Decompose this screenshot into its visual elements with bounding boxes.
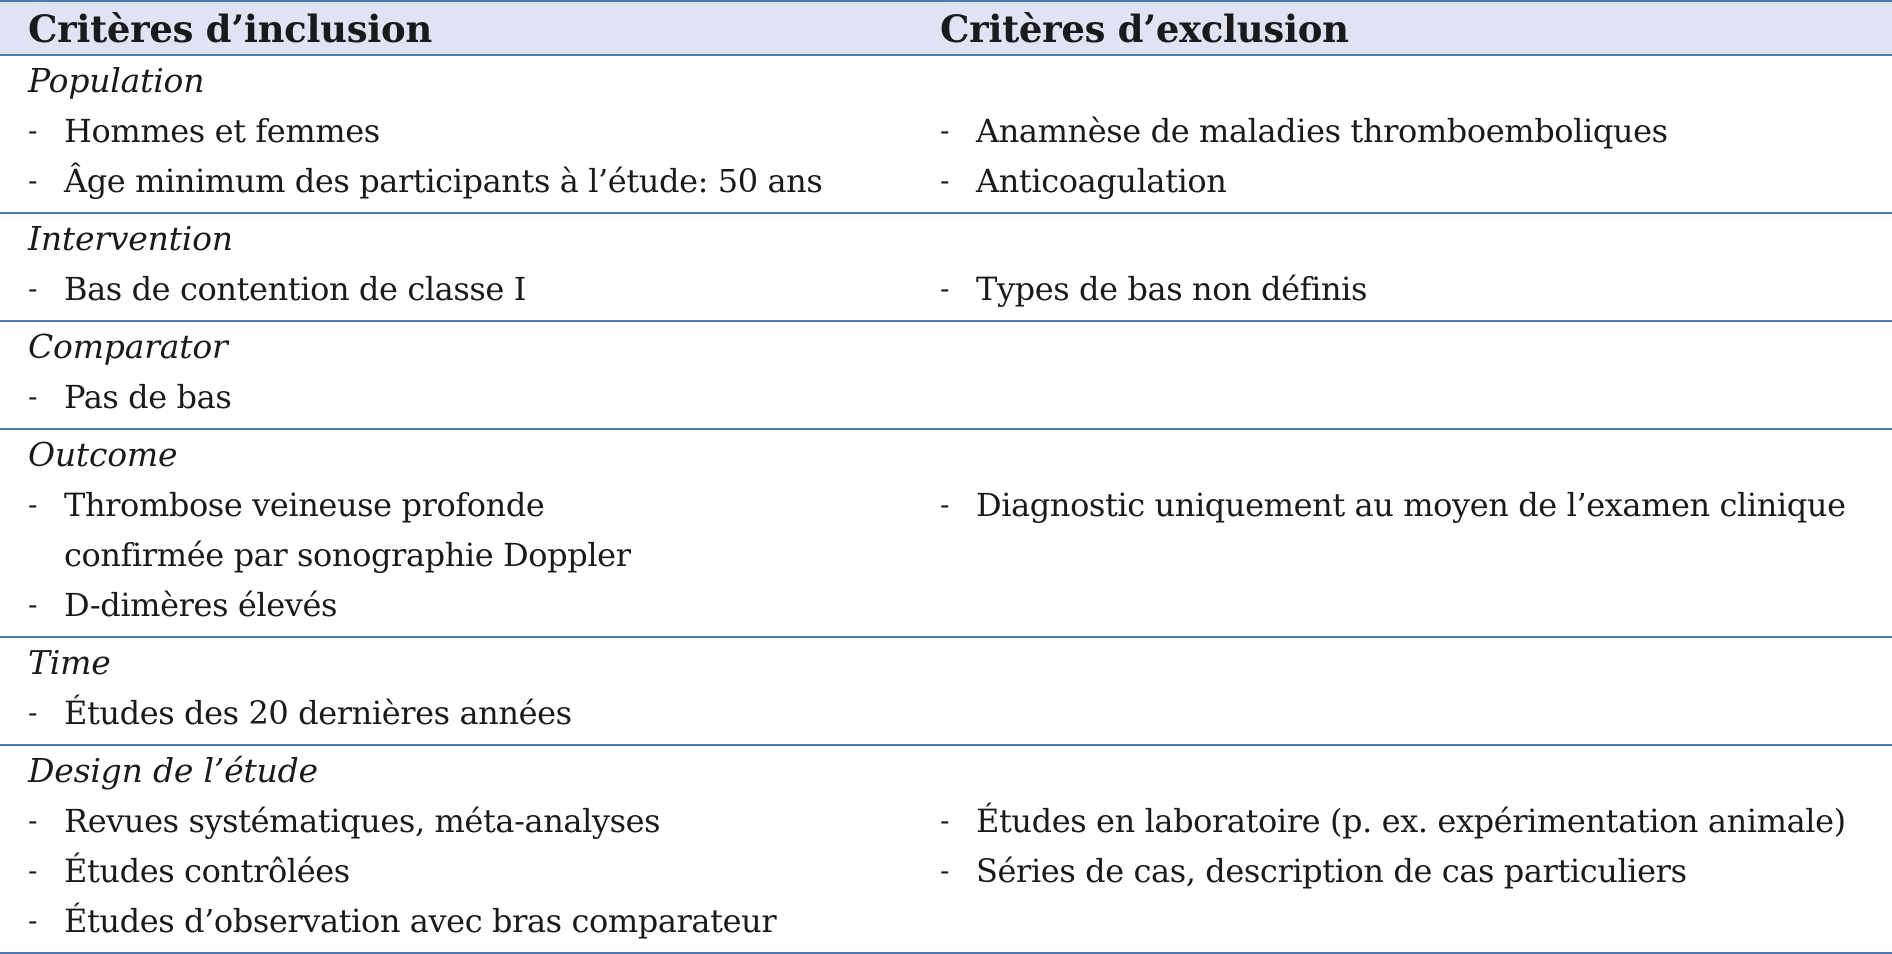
exclusion-cell [940,55,1892,213]
table-row [0,745,1892,953]
inclusion-list [28,264,940,314]
exclusion-cell [940,321,1892,429]
list-item: - Études contrôlées [28,846,940,896]
inclusion-list [28,106,940,206]
exclusion-cell [940,429,1892,637]
list-item: - D-dimères élevés [28,580,940,630]
exclusion-cell [940,213,1892,321]
table-row [0,637,1892,745]
list-item: - Revues systématiques, méta-analyses [28,796,940,846]
category-label: Time [28,643,111,682]
exclusion-cell [940,745,1892,953]
inclusion-list [28,796,940,946]
inclusion-list [28,480,940,630]
exclusion-list [940,480,1892,530]
exclusion-list [940,264,1892,314]
table-row [0,321,1892,429]
exclusion-list [940,106,1892,206]
list-item: - Diagnostic uniquement au moyen de l’examen clinique [940,480,1892,530]
inclusion-cell [0,213,940,321]
header-inclusion: Critères d’inclusion [0,1,940,55]
table-row [0,213,1892,321]
table-row [0,55,1892,213]
list-item: - Hommes et femmes [28,106,940,156]
inclusion-cell [0,429,940,637]
inclusion-cell [0,637,940,745]
header-exclusion: Critères d’exclusion [940,1,1892,55]
list-item: - Anticoagulation [940,156,1892,206]
category-label: Intervention [28,219,233,258]
list-item: - Séries de cas, description de cas particuliers [940,846,1892,896]
category-label: Population [28,61,205,100]
inclusion-cell [0,321,940,429]
exclusion-cell [940,637,1892,745]
table-row [0,429,1892,637]
exclusion-list [940,796,1892,896]
list-item: - Études des 20 dernières années [28,688,940,738]
list-item: - Âge minimum des participants à l’étude: 50 ans [28,156,940,206]
list-item: - Études en laboratoire (p. ex. expérimentation animale) [940,796,1892,846]
list-item: - Bas de contention de classe I [28,264,940,314]
category-label: Comparator [28,327,228,366]
inclusion-list [28,688,940,738]
list-item: - Pas de bas [28,372,940,422]
list-item: - Thrombose veineuse profonde confirmée par sonographie Doppler [28,480,704,580]
table-header-row [0,1,1892,55]
category-label: Outcome [28,435,178,474]
inclusion-cell [0,55,940,213]
list-item: - Types de bas non définis [940,264,1892,314]
list-item: - Études d’observation avec bras comparateur [28,896,940,946]
list-item: - Anamnèse de maladies thromboemboliques [940,106,1892,156]
inclusion-list [28,372,940,422]
inclusion-cell [0,745,940,953]
category-label: Design de l’étude [28,751,318,790]
